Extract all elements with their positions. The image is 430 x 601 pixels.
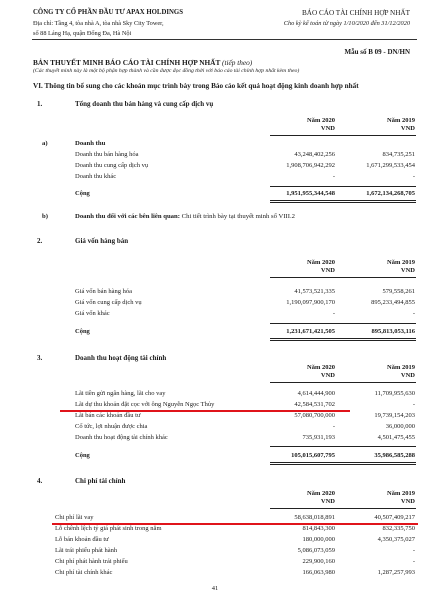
s3-col-2019-unit: VND xyxy=(400,372,415,379)
s4-row-2020: 229,900,160 xyxy=(302,558,335,565)
doc-title xyxy=(33,58,252,67)
s1-row-label: Doanh thu khác xyxy=(75,173,117,180)
s1b-line xyxy=(75,213,295,220)
s3-row-2019: 19,739,154,203 xyxy=(374,412,415,419)
s4-row-2020: 5,086,073,059 xyxy=(297,547,335,554)
s2-col-2019-unit: VND xyxy=(400,267,415,274)
doc-title-text: BẢN THUYẾT MINH BÁO CÁO TÀI CHÍNH HỢP NHẤT xyxy=(33,58,221,67)
s2-number: 2. xyxy=(37,237,43,245)
s2-row-2020: 1,190,097,900,170 xyxy=(286,299,335,306)
s4-header-rule xyxy=(270,508,416,509)
s4-col-2019-unit: VND xyxy=(400,498,415,505)
s3-subtotal-rule xyxy=(270,446,416,447)
s3-row-label: Lãi bán các khoản đầu tư xyxy=(75,412,141,419)
s4-row-2020: 814,843,300 xyxy=(302,525,335,532)
s3-row-2020: 735,931,193 xyxy=(302,434,335,441)
s1-number: 1. xyxy=(37,100,43,108)
s3-col-2019 xyxy=(350,364,415,380)
s2-total-2020: 1,231,671,421,505 xyxy=(286,328,335,335)
s1a-number: a) xyxy=(42,140,48,147)
s3-header-rule xyxy=(270,382,416,383)
s2-title: Giá vốn hàng bán xyxy=(75,237,129,245)
s4-col-2020-unit: VND xyxy=(320,498,335,505)
report-title: BÁO CÁO TÀI CHÍNH HỢP NHẤT xyxy=(301,9,410,17)
s3-row-2019: 4,501,475,455 xyxy=(377,434,415,441)
s2-subtotal-rule xyxy=(270,323,416,324)
s4-row-label: Lỗ chênh lệch tỷ giá phát sinh trong năm xyxy=(55,525,162,532)
s1-row-2020: - xyxy=(332,173,335,180)
s3-col-2020-year: Năm 2020 xyxy=(307,364,335,371)
s4-title: Chi phí tài chính xyxy=(75,477,126,485)
s2-row-label: Giá vốn khác xyxy=(75,310,110,317)
s4-col-2020-year: Năm 2020 xyxy=(307,490,335,497)
s1-total-2019: 1,672,134,268,705 xyxy=(366,190,415,197)
s1-col-2020-unit: VND xyxy=(320,125,335,132)
section-heading: VI. Thông tin bổ sung cho các khoản mục trình bày trong Báo cáo kết quả hoạt động kinh doanh hợp nhất xyxy=(33,82,359,90)
s4-row-2019: 4,350,375,027 xyxy=(377,536,415,543)
s1-row-2019: 1,671,299,533,454 xyxy=(366,162,415,169)
s2-col-2019-year: Năm 2019 xyxy=(387,259,415,266)
s1-row-label: Doanh thu bán hàng hóa xyxy=(75,151,139,158)
s3-col-2020 xyxy=(270,364,335,380)
s4-row-label: Lãi trái phiếu phát hành xyxy=(55,547,118,554)
s4-row-2020: 166,063,980 xyxy=(302,569,335,576)
s4-number: 4. xyxy=(37,477,43,485)
company-header xyxy=(33,8,183,40)
s2-row-2019: 895,233,494,855 xyxy=(371,299,415,306)
s3-row-2020: 4,614,444,900 xyxy=(297,390,335,397)
s4-row-2020: 180,000,000 xyxy=(302,536,335,543)
s4-row-2019: - xyxy=(412,547,415,554)
s1-row-2019: 834,735,251 xyxy=(382,151,415,158)
s3-row-label: Lãi dự thu khoản đặt cọc với ông Nguyễn Ngọc Thủy xyxy=(75,401,215,408)
s3-row-2020: 42,584,531,702 xyxy=(294,401,335,408)
s3-row-2020: - xyxy=(332,423,335,430)
s2-header-rule xyxy=(270,277,416,278)
s3-row-label: Lãi tiền gửi ngân hàng, lãi cho vay xyxy=(75,390,166,397)
s2-total-double-rule xyxy=(270,338,416,341)
s1b-title: Doanh thu đối với các bên liên quan: xyxy=(75,213,180,220)
company-name: CÔNG TY CỔ PHẦN ĐẦU TƯ APAX HOLDINGS xyxy=(33,9,183,16)
s2-col-2020 xyxy=(270,259,335,275)
s4-row-label: Chi phí tài chính khác xyxy=(55,569,113,576)
s4-row-label: Chi phí lãi vay xyxy=(55,514,94,521)
s1-row-label: Doanh thu cung cấp dịch vụ xyxy=(75,162,149,169)
s2-row-2020: - xyxy=(332,310,335,317)
s2-col-2020-year: Năm 2020 xyxy=(307,259,335,266)
s1-col-2019-unit: VND xyxy=(400,125,415,132)
s1-row-2020: 1,908,706,942,292 xyxy=(286,162,335,169)
s2-col-2020-unit: VND xyxy=(320,267,335,274)
s2-total-2019: 895,813,053,116 xyxy=(371,328,415,335)
s3-col-2019-year: Năm 2019 xyxy=(387,364,415,371)
s4-col-2019-year: Năm 2019 xyxy=(387,490,415,497)
s3-total-2020: 105,015,607,795 xyxy=(291,452,335,459)
s4-row-2019: - xyxy=(412,558,415,565)
s3-row-2019: 36,000,000 xyxy=(385,423,415,430)
doc-title-suffix: (tiếp theo) xyxy=(222,58,253,67)
s1-row-2020: 43,248,402,256 xyxy=(294,151,335,158)
s1-col-2019 xyxy=(350,117,415,133)
doc-subtitle: (Các thuyết minh này là một bộ phận hợp thành và cần được đọc đồng thời với báo cáo tài chính hợp nhất kèm theo) xyxy=(33,68,300,74)
address-line-1: Địa chỉ: Tầng 4, tòa nhà A, tòa nhà Sky City Tower, xyxy=(33,19,164,27)
s3-title: Doanh thu hoạt động tài chính xyxy=(75,354,167,362)
s3-total-2019: 35,986,585,288 xyxy=(374,452,415,459)
report-period: Cho kỳ kế toán từ ngày 1/10/2020 đến 31/12/2020 xyxy=(283,19,410,27)
s4-row-2019: 832,335,750 xyxy=(382,525,415,532)
s4-row-label: Lỗ bán khoản đầu tư xyxy=(55,536,109,543)
s3-row-label: Cổ tức, lợi nhuận được chia xyxy=(75,423,148,430)
s1-total-label: Cộng xyxy=(75,190,90,197)
s1-total-double-rule xyxy=(270,200,416,203)
s1b-number: b) xyxy=(42,213,48,220)
s4-col-2020 xyxy=(270,490,335,506)
s2-total-label: Cộng xyxy=(75,328,90,335)
s2-row-2019: - xyxy=(412,310,415,317)
form-number: Mẫu số B 09 - DN/HN xyxy=(344,48,410,56)
s1-header-rule xyxy=(270,135,416,136)
s4-row-label: Chi phí phát hành trái phiếu xyxy=(55,558,128,565)
page-number: 41 xyxy=(211,585,219,592)
s1-col-2019-year: Năm 2019 xyxy=(387,117,415,124)
s4-row-2019: 40,507,409,217 xyxy=(374,514,415,521)
s1-subtotal-rule xyxy=(270,186,416,187)
s1a-title: Doanh thu xyxy=(75,140,106,147)
s2-row-2020: 41,573,521,335 xyxy=(294,288,335,295)
s4-row-2019: 1,287,257,993 xyxy=(377,569,415,576)
s3-number: 3. xyxy=(37,354,43,362)
s3-total-label: Cộng xyxy=(75,452,90,459)
s3-col-2020-unit: VND xyxy=(320,372,335,379)
s1b-text: Chi tiết trình bày tại thuyết minh số VIII.2 xyxy=(181,213,296,220)
s2-row-label: Giá vốn bán hàng hóa xyxy=(75,288,133,295)
s3-row-2019: 11,709,955,630 xyxy=(374,390,415,397)
s1-total-2020: 1,951,955,344,548 xyxy=(286,190,335,197)
s4-row-2020: 58,638,018,891 xyxy=(294,514,335,521)
s1-col-2020 xyxy=(270,117,335,133)
s1-col-2020-year: Năm 2020 xyxy=(307,117,335,124)
s3-total-double-rule xyxy=(270,462,416,465)
s3-row-label: Doanh thu hoạt động tài chính khác xyxy=(75,434,168,441)
s2-row-label: Giá vốn cung cấp dịch vụ xyxy=(75,299,142,306)
s4-col-2019 xyxy=(350,490,415,506)
header-divider xyxy=(32,39,417,40)
s2-col-2019 xyxy=(350,259,415,275)
s3-row-2019: - xyxy=(412,401,415,408)
report-header xyxy=(284,8,410,29)
s3-row-2020: 57,080,700,000 xyxy=(294,412,335,419)
s2-row-2019: 579,558,261 xyxy=(382,288,415,295)
s1-title: Tổng doanh thu bán hàng và cung cấp dịch vụ xyxy=(75,100,214,108)
address-line-2: số 88 Láng Hạ, quận Đống Đa, Hà Nội xyxy=(33,30,132,37)
s1-row-2019: - xyxy=(412,173,415,180)
